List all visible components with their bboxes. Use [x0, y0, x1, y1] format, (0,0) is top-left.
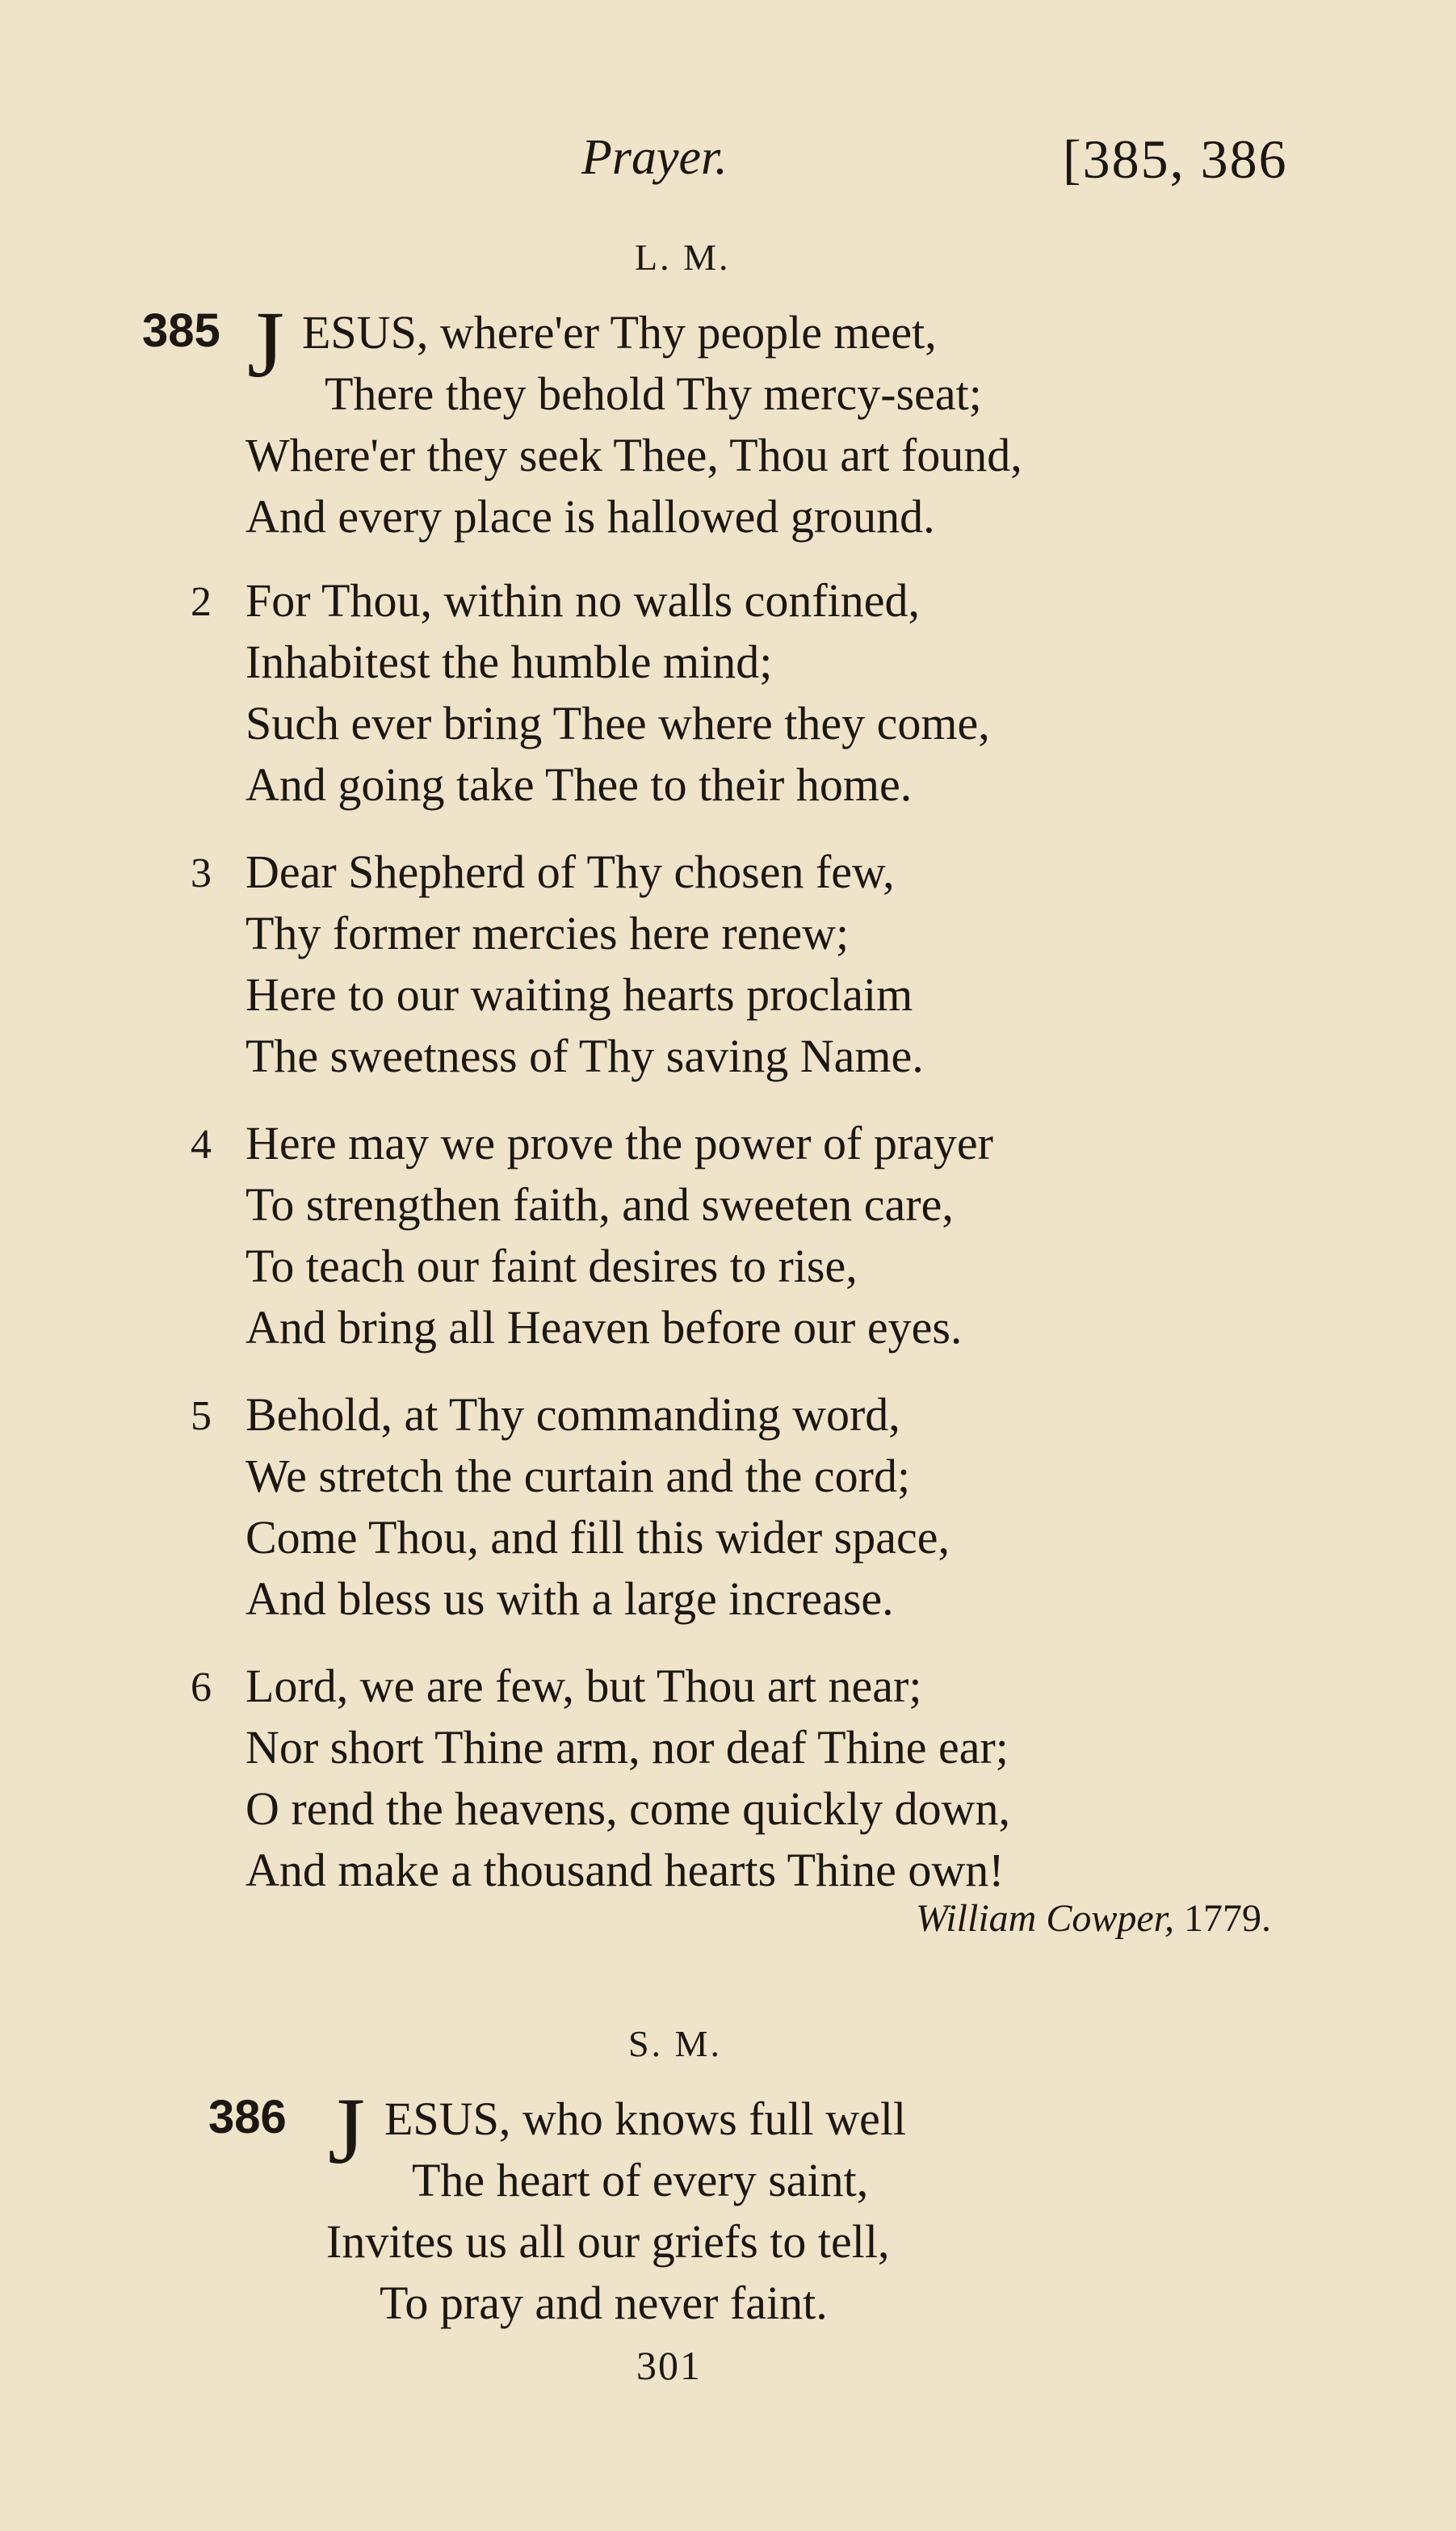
verse-line: Thy former mercies here renew; — [245, 907, 850, 959]
verse-line: And going take Thee to their home. — [245, 758, 913, 811]
attribution-year: 1779. — [1184, 1897, 1272, 1940]
verse-line: For Thou, within no walls confined, — [245, 574, 921, 627]
verse-line: Here may we prove the power of prayer — [245, 1117, 993, 1169]
hymn-385-line-4: And every place is hallowed ground. — [245, 490, 935, 543]
verse-number: 6 — [191, 1664, 212, 1710]
verse-line: And bless us with a large increase. — [245, 1572, 894, 1625]
hymn-385-drop-cap: J — [247, 292, 284, 397]
page-number: 301 — [636, 2343, 702, 2388]
verse-line: O rend the heavens, come quickly down, — [245, 1782, 1011, 1835]
hymn-385-line-1: ESUS, where'er Thy people meet, — [302, 306, 937, 359]
verse-line: Behold, at Thy commanding word, — [245, 1388, 900, 1441]
verse-number: 3 — [191, 850, 212, 896]
hymn-range-header: [385, 386 — [1063, 128, 1288, 190]
hymn-386-meter: S. M. — [628, 2023, 722, 2064]
verse-number: 4 — [191, 1122, 212, 1168]
verse-line: Here to our waiting hearts proclaim — [245, 968, 913, 1021]
verse-number: 5 — [191, 1393, 212, 1439]
verse-line: And make a thousand hearts Thine own! — [245, 1844, 1005, 1896]
hymn-385-line-2: There they behold Thy mercy-seat; — [325, 367, 982, 420]
verse-line: Inhabitest the humble mind; — [245, 636, 773, 688]
verse-line: Nor short Thine arm, nor deaf Thine ear; — [245, 1721, 1009, 1773]
verse-line: We stretch the curtain and the cord; — [245, 1450, 911, 1502]
verse-line: And bring all Heaven before our eyes. — [245, 1301, 963, 1354]
page-section-title: Prayer. — [581, 130, 728, 185]
hymn-385-attribution — [916, 1896, 1271, 1941]
hymn-385-number: 385 — [142, 304, 220, 357]
verse-number: 2 — [191, 579, 212, 625]
hymn-385-meter: L. M. — [635, 237, 731, 278]
hymn-386-line-1: ESUS, who knows full well — [384, 2092, 907, 2145]
verse-line: Come Thou, and fill this wider space, — [245, 1511, 950, 1564]
hymn-385-line-3: Where'er they seek Thee, Thou art found, — [245, 429, 1022, 481]
hymn-386-number: 386 — [208, 2091, 287, 2143]
attribution-author: William Cowper, — [916, 1897, 1175, 1940]
verse-line: To teach our faint desires to rise, — [245, 1240, 858, 1292]
verse-line: Lord, we are few, but Thou art near; — [245, 1660, 922, 1712]
hymn-386-drop-cap: J — [328, 2078, 365, 2184]
hymn-386-line-2: The heart of every saint, — [412, 2154, 869, 2206]
verse-line: The sweetness of Thy saving Name. — [245, 1030, 924, 1082]
hymn-386-line-4: To pray and never faint. — [380, 2277, 828, 2329]
verse-line: Dear Shepherd of Thy chosen few, — [245, 846, 895, 898]
verse-line: Such ever bring Thee where they come, — [245, 697, 990, 749]
hymn-386-line-3: Invites us all our griefs to tell, — [326, 2215, 890, 2268]
verse-line: To strengthen faith, and sweeten care, — [245, 1178, 954, 1231]
